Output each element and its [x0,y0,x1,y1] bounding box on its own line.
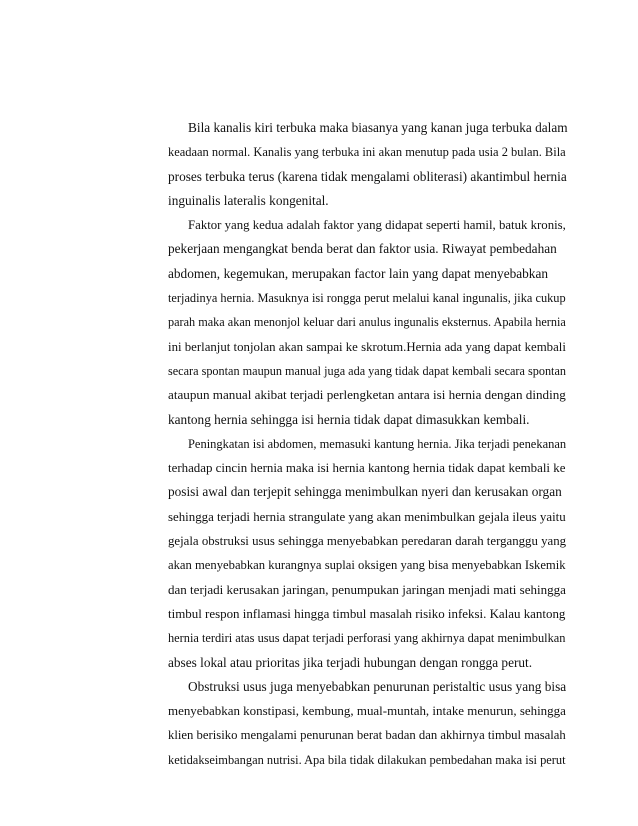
text-line: abdomen, kegemukan, merupakan factor lain yang dapat menyebabkan [168,265,548,281]
text-line: inguinalis lateralis kongenital. [168,192,329,208]
text-line: proses terbuka terus (karena tidak mengalami obliterasi) akantimbul hernia [168,168,567,184]
text-line: secara spontan maupun manual juga ada yang tidak dapat kembali secara spontan [168,363,566,378]
text-line: Obstruksi usus juga menyebabkan penurunan peristaltic usus yang bisa [188,678,567,694]
text-line: gejala obstruksi usus sehingga menyebabkan peredaran darah terganggu yang [168,534,567,549]
paragraph-4 [148,675,567,772]
text-line: keadaan normal. Kanalis yang terbuka ini akan menutup pada usia 2 bulan. Bila [168,145,566,160]
text-line: kantong hernia sehingga isi hernia tidak dapat dimasukkan kembali. [168,411,530,427]
text-line: terhadap cincin hernia maka isi hernia kantong hernia tidak dapat kembali ke [168,460,566,476]
paragraph-1 [148,116,568,213]
text-line: posisi awal dan terjepit sehingga menimbulkan nyeri dan kerusakan organ [168,484,562,500]
paragraph-3 [148,432,567,675]
text-line: abses lokal atau prioritas jika terjadi hubungan dengan rongga perut. [168,654,533,670]
text-line: klien berisiko mengalami penurunan berat badan dan akhirnya timbul masalah [168,728,566,743]
text-line: timbul respon inflamasi hingga timbul masalah risiko infeksi. Kalau kantong [168,605,566,621]
text-line: parah maka akan menonjol keluar dari anulus ingunalis eksternus. Apabila hernia [168,315,566,330]
text-line: ini berlanjut tonjolan akan sampai ke skrotum.Hernia ada yang dapat kembali [168,339,566,354]
text-line: ataupun manual akibat terjadi perlengketan antara isi hernia dengan dinding [168,387,566,403]
text-line: hernia terdiri atas usus dapat terjadi perforasi yang akhirnya dapat menimbulkan [168,631,566,646]
body-text [148,116,568,772]
text-line: Faktor yang kedua adalah faktor yang didapat seperti hamil, batuk kronis, [188,218,566,233]
text-line: dan terjadi kerusakan jaringan, penumpukan jaringan menjadi mati sehingga [168,581,566,597]
text-line: Peningkatan isi abdomen, memasuki kantung hernia. Jika terjadi penekanan [188,436,567,451]
text-line: Bila kanalis kiri terbuka maka biasanya yang kanan juga terbuka dalam [188,120,568,135]
paragraph-2 [148,213,566,432]
text-line: menyebabkan konstipasi, kembung, mual-muntah, intake menurun, sehingga [168,703,566,719]
text-line: akan menyebabkan kurangnya suplai oksigen yang bisa menyebabkan Iskemik [168,558,566,573]
text-line: sehingga terjadi hernia strangulate yang akan menimbulkan gejala ileus yaitu [168,509,566,524]
text-line: ketidakseimbangan nutrisi. Apa bila tidak dilakukan pembedahan maka isi perut [168,752,566,767]
text-line: terjadinya hernia. Masuknya isi rongga perut melalui kanal ingunalis, jika cukup [168,291,566,306]
text-line: pekerjaan mengangkat benda berat dan faktor usia. Riwayat pembedahan [168,241,557,257]
